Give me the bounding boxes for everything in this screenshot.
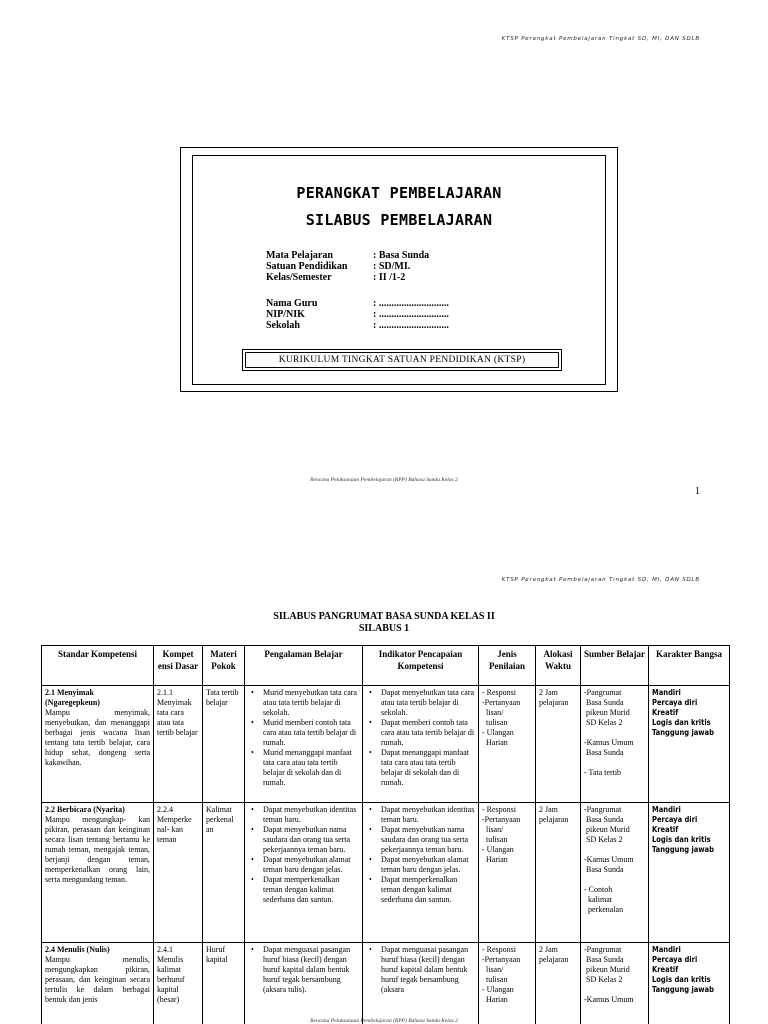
table-row — [42, 686, 730, 803]
list-item: • Dapat menyebutkan identitas teman baru. — [248, 805, 359, 825]
standard-body: Mampu menulis, mengungkapkan pikiran, perasaan, dan keinginan secara tertulis ke dalam berbagai bentuk dan jenis — [45, 955, 150, 1004]
subject-info — [266, 250, 429, 283]
list-item: • Dapat menanggapi manfaat tata cara atau tata tertib belajar di sekolah dan di rumah. — [366, 748, 475, 788]
cover-title: PERANGKAT PEMBELAJARAN — [296, 184, 502, 202]
info-label: Kelas/Semester — [266, 272, 332, 283]
col-header: Alokasi Waktu — [536, 646, 581, 686]
source-line: perkenalan — [584, 905, 624, 914]
info-label: Satuan Pendidikan — [266, 261, 348, 272]
source-line: pikeun Murid — [584, 708, 630, 717]
col-header: Sumber Belajar — [581, 646, 649, 686]
character-line: Percaya diri — [652, 955, 698, 964]
cell-pengalaman — [245, 803, 363, 943]
info-label: Sekolah — [266, 320, 300, 331]
source-line: SD Kelas 2 — [584, 835, 623, 844]
info-value: : Basa Sunda — [373, 250, 430, 261]
table-row — [42, 943, 730, 1024]
cell-sumber — [581, 943, 649, 1024]
assessment-line: -Pertanyaan — [482, 698, 521, 707]
source-line — [584, 758, 645, 768]
list-item: • Dapat menyebutkan identitas teman baru. — [366, 805, 475, 825]
character-line: Mandiri — [652, 688, 681, 697]
cell-alokasi: 2 Jam pelajaran — [536, 686, 581, 803]
info-value: : SD/MI. — [373, 261, 411, 272]
cell-sumber — [581, 686, 649, 803]
info-value: : ............................ — [373, 320, 449, 331]
source-line: pikeun Murid — [584, 965, 630, 974]
page-footer: Rencana Pelaksanaan Pembelajaran (RPP) Bahasa Sunda Kelas 2 — [310, 477, 458, 483]
source-line: - Contoh — [584, 885, 613, 894]
standard-title: 2.1 Menyimak (Ngaregepkeun) — [45, 688, 100, 707]
info-row-school — [266, 320, 449, 331]
cell-indikator — [363, 803, 479, 943]
syllabus-table — [41, 645, 730, 1024]
character-line: Kreatif — [652, 708, 679, 717]
page-header-2: KTSP Perangkat Pembelajaran Tingkat SD, MI, DAN SDLB — [501, 577, 700, 583]
syllabus-title: SILABUS PANGRUMAT BASA SUNDA KELAS II — [273, 611, 495, 622]
cell-kd: 2.2.4 Memperke nal- kan teman — [154, 803, 203, 943]
list-item: • Dapat menyebutkan nama saudara dan orang tua serta pekerjaannya teman baru. — [366, 825, 475, 855]
info-row-nip — [266, 309, 449, 320]
character-line: Kreatif — [652, 965, 679, 974]
assessment-line: - Responsi — [482, 688, 516, 697]
cell-standar — [42, 686, 154, 803]
col-header: Materi Pokok — [203, 646, 245, 686]
curriculum-box — [242, 349, 562, 371]
syllabus-subtitle: SILABUS 1 — [358, 623, 410, 634]
assessment-line: tulisan — [482, 835, 508, 844]
source-line: kalimat — [584, 895, 612, 904]
standard-body: Mampu mengungkap- kan pikiran, perasaan dan keinginan secara lisan tentang bertamu ke rumah teman, mengajak teman, berjanji dengan teman, memperkenalkan orang lain, serta mengundang teman. — [45, 815, 150, 884]
info-label: Nama Guru — [266, 298, 318, 309]
character-line: Logis dan kritis — [652, 835, 711, 844]
cell-jenis — [479, 943, 536, 1024]
cell-kd: 2.1.1 Menyimak tata cara atau tata tertib belajar — [154, 686, 203, 803]
assessment-line: tulisan — [482, 718, 508, 727]
cell-kd: 2.4.1 Menulis kalimat berhuruf kapital (besar) — [154, 943, 203, 1024]
source-line: -Pangrumat — [584, 945, 622, 954]
source-line: Basa Sunda — [584, 698, 624, 707]
list-item: • Dapat memberi contoh tata cara atau tata tertib belajar di rumah. — [366, 718, 475, 748]
col-header: Jenis Penilaian — [479, 646, 536, 686]
cell-indikator — [363, 686, 479, 803]
cell-karakter — [649, 803, 730, 943]
table-row — [42, 803, 730, 943]
col-header: Standar Kompetensi — [42, 646, 154, 686]
cell-karakter — [649, 686, 730, 803]
list-item: • Dapat menguasai pasangan huruf biasa (kecil) dengan huruf kapital dalam bentuk huruf tegak bersambung (aksara — [366, 945, 475, 995]
source-line — [584, 728, 645, 738]
cell-standar — [42, 943, 154, 1024]
assessment-line: Harian — [482, 738, 508, 747]
list-item: • Dapat memperkenalkan teman dengan kalimat sederhana dan santun. — [366, 875, 475, 905]
assessment-line: -Pertanyaan — [482, 815, 521, 824]
standard-title: 2.2 Berbicara (Nyarita) — [45, 805, 125, 814]
assessment-line: - Responsi — [482, 945, 516, 954]
character-line: Mandiri — [652, 945, 681, 954]
assessment-line: - Ulangan — [482, 985, 514, 994]
assessment-line: lisan/ — [482, 965, 504, 974]
assessment-line: lisan/ — [482, 825, 504, 834]
source-line: Basa Sunda — [584, 748, 624, 757]
source-line — [584, 845, 645, 855]
list-item: • Dapat memperkenalkan teman dengan kalimat sederhana dan santun. — [248, 875, 359, 905]
info-value: : II /1-2 — [373, 272, 406, 283]
list-item: • Dapat menyebutkan alamat teman baru dengan jelas. — [366, 855, 475, 875]
assessment-line: - Ulangan — [482, 728, 514, 737]
col-header: Indikator Pencapaian Kompetensi — [363, 646, 479, 686]
character-line: Kreatif — [652, 825, 679, 834]
assessment-line: lisan/ — [482, 708, 504, 717]
cover-frame — [180, 147, 618, 392]
cell-karakter — [649, 943, 730, 1024]
character-line: Tanggung jawab — [652, 845, 714, 854]
assessment-line: - Ulangan — [482, 845, 514, 854]
col-header: Kompet ensi Dasar — [154, 646, 203, 686]
cell-standar — [42, 803, 154, 943]
info-row-class — [266, 272, 429, 283]
character-line: Logis dan kritis — [652, 975, 711, 984]
cell-alokasi: 2 Jam pelajaran — [536, 943, 581, 1024]
assessment-line: -Pertanyaan — [482, 955, 521, 964]
page-number: 1 — [695, 486, 700, 497]
cell-materi: Huruf kapital — [203, 943, 245, 1024]
list-item: • Dapat menyebutkan alamat teman baru dengan jelas. — [248, 855, 359, 875]
cell-pengalaman — [245, 943, 363, 1024]
character-line: Tanggung jawab — [652, 728, 714, 737]
list-item: • Dapat menyebutkan nama saudara dan orang tua serta pekerjaannya teman baru. — [248, 825, 359, 855]
standard-body: Mampu menyimak, menyebutkan, dan menanggapi berbagai jenis wacana lisan tentang tata tertib belajar, cara hidup sehat, dongeng serta kakawihan. — [45, 708, 150, 767]
source-line: -Kamus Umum — [584, 855, 634, 864]
cell-materi: Tata tertib belajar — [203, 686, 245, 803]
source-line: -Kamus Umum — [584, 738, 634, 747]
info-row-unit — [266, 261, 429, 272]
source-line: pikeun Murid — [584, 825, 630, 834]
cover-subtitle: SILABUS PEMBELAJARAN — [305, 211, 493, 229]
info-label: NIP/NIK — [266, 309, 305, 320]
source-line: SD Kelas 2 — [584, 718, 623, 727]
col-header: Pengalaman Belajar — [245, 646, 363, 686]
cell-jenis — [479, 686, 536, 803]
source-line: - Tata tertib — [584, 768, 622, 777]
table-header-row — [42, 646, 730, 686]
character-line: Logis dan kritis — [652, 718, 711, 727]
assessment-line: Harian — [482, 995, 508, 1004]
cell-sumber — [581, 803, 649, 943]
cover-inner-frame — [192, 155, 606, 385]
info-value: : ............................ — [373, 298, 449, 309]
source-line: Basa Sunda — [584, 865, 624, 874]
source-line — [584, 985, 645, 995]
assessment-line: Harian — [482, 855, 508, 864]
teacher-info — [266, 298, 449, 331]
page-footer-2: Rencana Pelaksanaan Pembelajaran (RPP) Bahasa Sunda Kelas 2 — [310, 1018, 458, 1024]
list-item: • Murid menyebutkan tata cara atau tata tertib belajar di sekolah. — [248, 688, 359, 718]
cell-jenis — [479, 803, 536, 943]
info-row-teacher — [266, 298, 449, 309]
source-line: Basa Sunda — [584, 815, 624, 824]
standard-title: 2.4 Menulis (Nulis) — [45, 945, 110, 954]
cell-indikator — [363, 943, 479, 1024]
list-item: • Dapat menguasai pasangan huruf biasa (kecil) dengan huruf kapital dalam bentuk huruf tegak bersambung (aksara tulis). — [248, 945, 359, 995]
info-label: Mata Pelajaran — [266, 250, 333, 261]
source-line: -Pangrumat — [584, 688, 622, 697]
cell-pengalaman — [245, 686, 363, 803]
cell-alokasi: 2 Jam pelajaran — [536, 803, 581, 943]
character-line: Mandiri — [652, 805, 681, 814]
assessment-line: tulisan — [482, 975, 508, 984]
character-line: Percaya diri — [652, 698, 698, 707]
info-row-subject — [266, 250, 429, 261]
source-line: -Pangrumat — [584, 805, 622, 814]
list-item: • Murid menanggapi manfaat tata cara atau tata tertib belajar di sekolah dan di rumah. — [248, 748, 359, 788]
assessment-line: - Responsi — [482, 805, 516, 814]
source-line: SD Kelas 2 — [584, 975, 623, 984]
character-line: Tanggung jawab — [652, 985, 714, 994]
cell-materi: Kalimat perkenal an — [203, 803, 245, 943]
list-item: • Murid memberi contoh tata cara atau tata tertib belajar di rumah. — [248, 718, 359, 748]
source-line: -Kamus Umum — [584, 995, 634, 1004]
source-line: Basa Sunda — [584, 955, 624, 964]
character-line: Percaya diri — [652, 815, 698, 824]
source-line — [584, 875, 645, 885]
list-item: • Dapat menyebutkan tata cara atau tata tertib belajar di sekolah. — [366, 688, 475, 718]
curriculum-label: KURIKULUM TINGKAT SATUAN PENDIDIKAN (KTSP) — [245, 352, 559, 368]
page-header: KTSP Perangkat Pembelajaran Tingkat SD, MI, DAN SDLB — [501, 36, 700, 42]
col-header: Karakter Bangsa — [649, 646, 730, 686]
info-value: : ............................ — [373, 309, 449, 320]
